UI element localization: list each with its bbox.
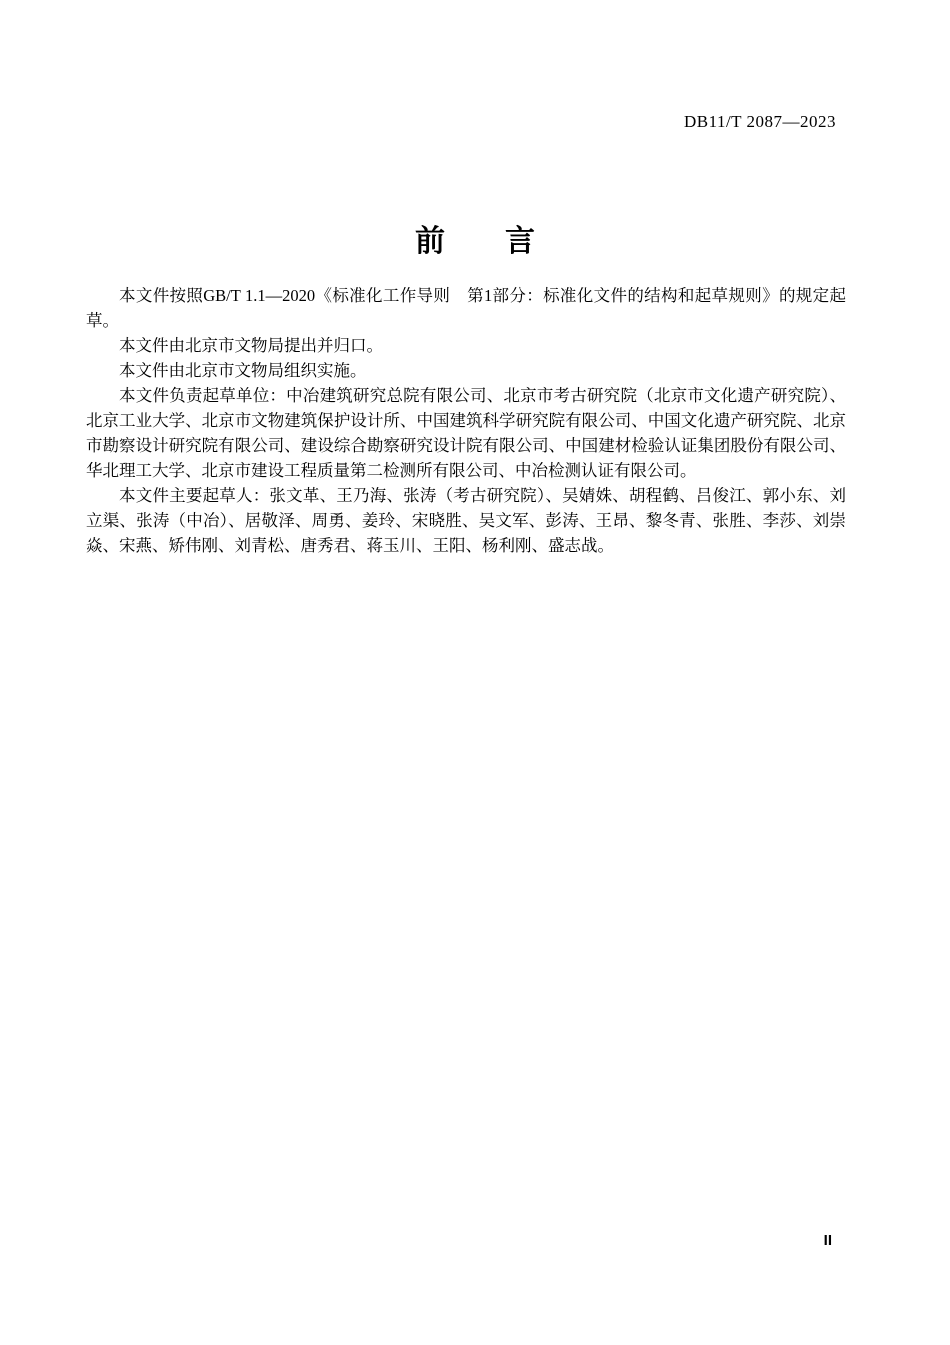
paragraph-drafting-organizations: 本文件负责起草单位：中冶建筑研究总院有限公司、北京市考古研究院（北京市文化遗产研究院）、北京工业大学、北京市文物建筑保护设计所、中国建筑科学研究院有限公司、中国文化遗产研究院、北京市勘察设计研究院有限公司、建设综合勘察研究设计院有限公司、中国建材检验认证集团股份有限公司、华北理工大学、北京市建设工程质量第二检测所有限公司、中冶检测认证有限公司。	[86, 386, 846, 480]
foreword-body	[86, 283, 846, 558]
foreword-title: 前 言	[415, 225, 535, 259]
paragraph-drafting-rules: 本文件按照GB/T 1.1—2020《标准化工作导则 第1部分：标准化文件的结构和起草规则》的规定起草。	[86, 286, 846, 330]
paragraph-implementing-body: 本文件由北京市文物局组织实施。	[119, 361, 367, 380]
standard-number: DB11/T 2087—2023	[683, 112, 836, 131]
page-number: II	[823, 1232, 832, 1249]
paragraph-proposing-body: 本文件由北京市文物局提出并归口。	[119, 336, 383, 355]
paragraph-main-drafters: 本文件主要起草人：张文革、王乃海、张涛（考古研究院）、吴婧姝、胡程鹤、吕俊江、郭小东、刘立渠、张涛（中冶）、居敬泽、周勇、姜玲、宋晓胜、吴文军、彭涛、王昂、黎冬青、张胜、李莎、刘崇焱、宋燕、矫伟刚、刘青松、唐秀君、蒋玉川、王阳、杨利刚、盛志战。	[86, 486, 846, 555]
